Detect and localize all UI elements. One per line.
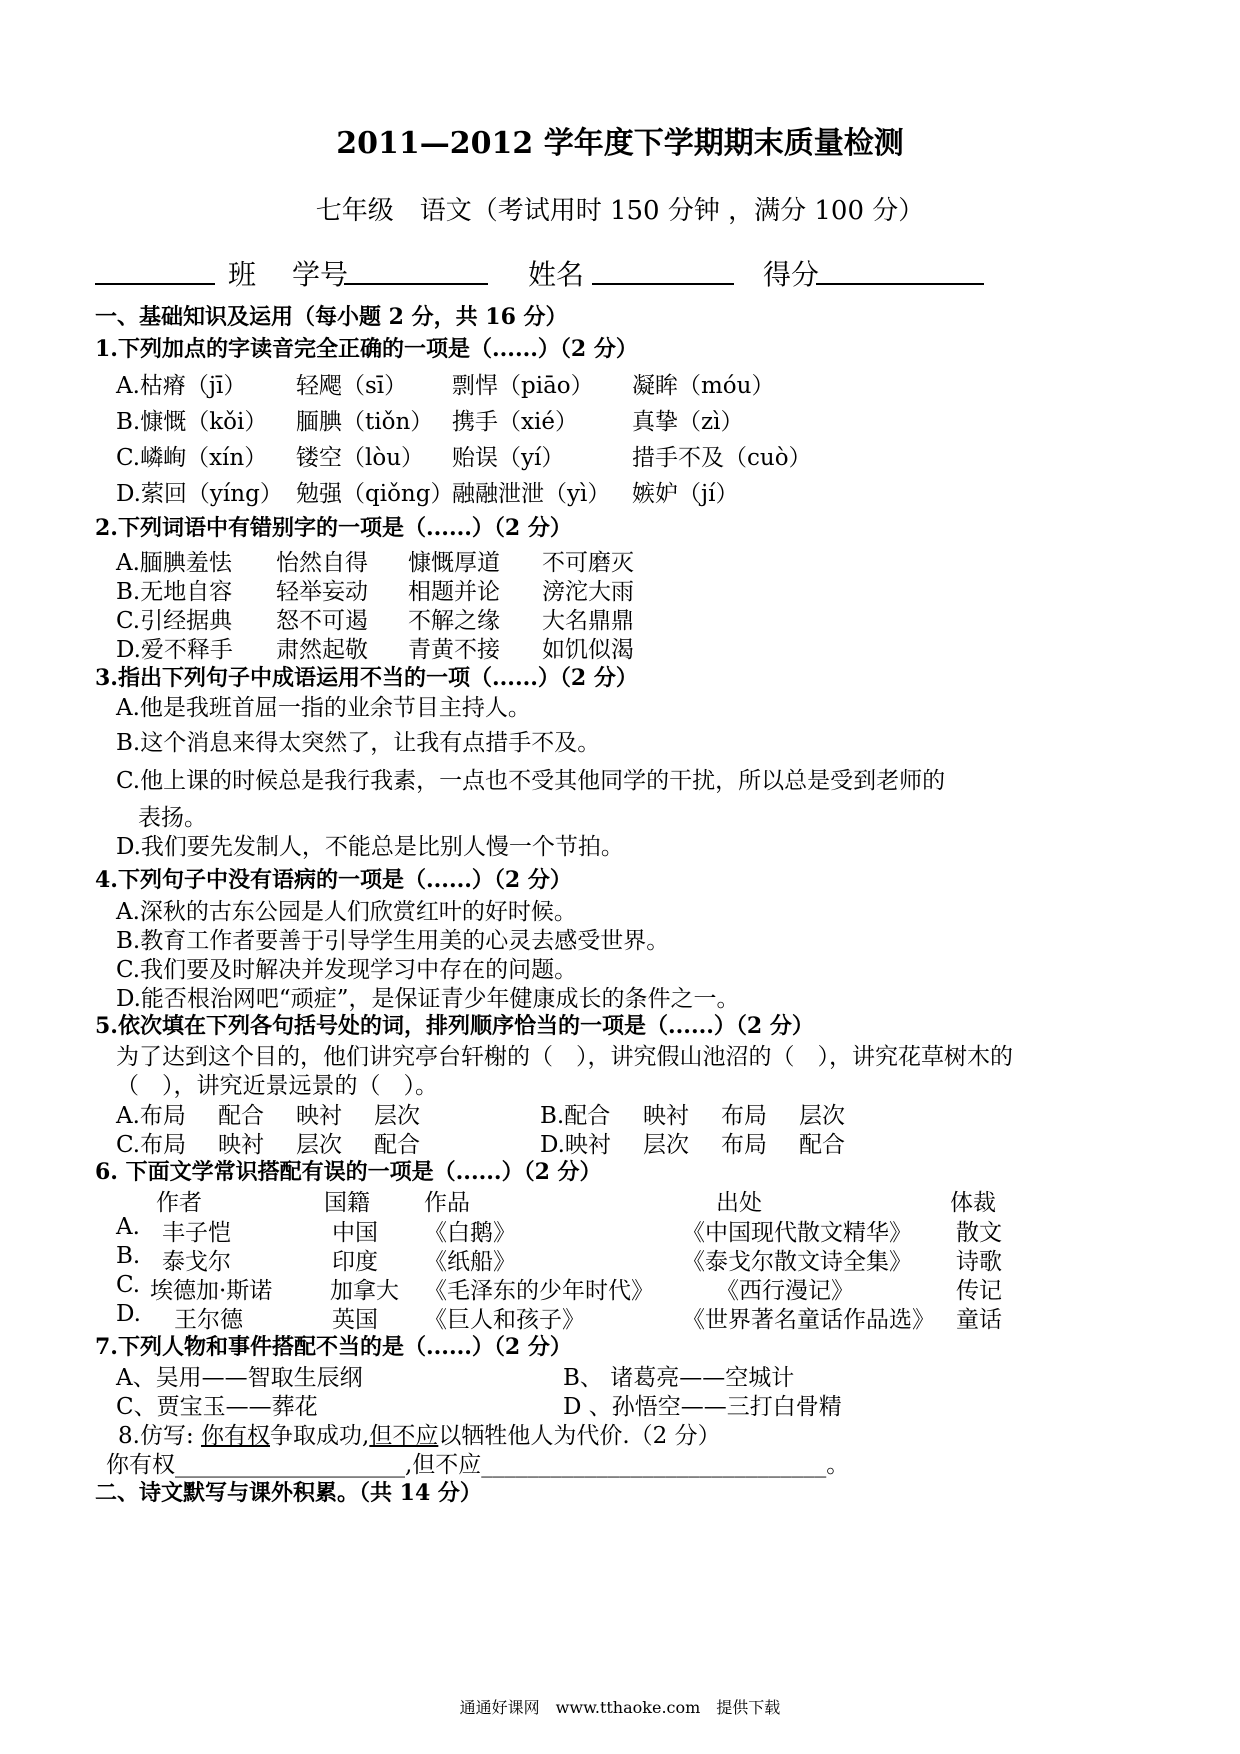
q3-option-c-cont: 表扬。 xyxy=(138,805,207,831)
q7-option-c: C、贾宝玉——葬花 xyxy=(116,1394,318,1420)
q6-row-d-author: 王尔德 xyxy=(174,1307,243,1333)
q1-d-2: 勉强（qiǒng） xyxy=(296,481,454,507)
q1-a-2: 轻飔（sī） xyxy=(296,373,408,399)
q1-c-4: 措手不及（cuò） xyxy=(632,445,812,471)
q6-header-work: 作品 xyxy=(424,1190,470,1216)
q5-stem: 5.依次填在下列各句括号处的词，排列顺序恰当的一项是（......）（2 分） xyxy=(95,1013,814,1039)
q5-sentence-1: 为了达到这个目的，他们讲究亭台轩榭的（ ），讲究假山池沼的（ ），讲究花草树木的 xyxy=(116,1044,1013,1070)
q6-header-nationality: 国籍 xyxy=(324,1190,370,1216)
student-id-label: 学号 xyxy=(292,258,349,291)
q7-option-d: D 、孙悟空——三打白骨精 xyxy=(563,1394,842,1420)
q6-row-d-work: 《巨人和孩子》 xyxy=(424,1307,585,1333)
q4-option-d: D.能否根治网吧“顽症”，是保证青少年健康成长的条件之一。 xyxy=(116,986,740,1012)
q4-option-b: B.教育工作者要善于引导学生用美的心灵去感受世界。 xyxy=(116,928,670,954)
q5-c-1: C.布局 xyxy=(116,1132,187,1158)
name-blank[interactable] xyxy=(592,283,734,285)
q3-option-a: A.他是我班首屈一指的业余节目主持人。 xyxy=(116,695,531,721)
q1-stem: 1.下列加点的字读音完全正确的一项是（......）（2 分） xyxy=(95,336,638,362)
class-blank[interactable] xyxy=(95,283,215,285)
q3-stem: 3.指出下列句子中成语运用不当的一项（......）（2 分） xyxy=(95,665,638,691)
q5-b-3: 布局 xyxy=(721,1103,767,1129)
q1-d-4: 嫉妒（jí） xyxy=(632,481,739,507)
q7-option-a: A、吴用——智取生辰纲 xyxy=(116,1365,363,1391)
q4-option-a: A.深秋的古东公园是人们欣赏红叶的好时候。 xyxy=(116,899,577,925)
q6-row-d-genre: 童话 xyxy=(956,1307,1002,1333)
q6-row-b-genre: 诗歌 xyxy=(956,1249,1002,1275)
q2-b-1: B.无地自容 xyxy=(116,579,233,605)
score-label: 得分 xyxy=(763,258,820,291)
q4-option-c: C.我们要及时解决并发现学习中存在的问题。 xyxy=(116,957,578,983)
q2-stem: 2.下列词语中有错别字的一项是（......）（2 分） xyxy=(95,515,572,541)
q1-b-1: B.慷慨（kǒi） xyxy=(116,409,268,435)
class-label: 班 xyxy=(228,258,257,291)
q1-c-1: C.嶙峋（xín） xyxy=(116,445,268,471)
q6-row-d-nationality: 英国 xyxy=(332,1307,378,1333)
q6-row-a-genre: 散文 xyxy=(956,1220,1002,1246)
q5-d-2: 层次 xyxy=(643,1132,689,1158)
q2-c-4: 大名鼎鼎 xyxy=(542,608,634,634)
q5-b-2: 映衬 xyxy=(643,1103,689,1129)
q5-sentence-2: （ ），讲究近景远景的（ ）。 xyxy=(116,1073,438,1099)
q6-row-a-source: 《中国现代散文精华》 xyxy=(682,1220,912,1246)
q6-row-b-source: 《泰戈尔散文诗全集》 xyxy=(682,1249,912,1275)
q8-underlined-1: 你有权 xyxy=(201,1423,271,1449)
q5-a-3: 映衬 xyxy=(296,1103,342,1129)
q5-c-4: 配合 xyxy=(374,1132,420,1158)
q1-c-2: 镂空（lòu） xyxy=(296,445,425,471)
q3-option-b: B.这个消息来得太突然了，让我有点措手不及。 xyxy=(116,730,601,756)
q2-a-4: 不可磨灭 xyxy=(542,550,634,576)
q5-d-4: 配合 xyxy=(799,1132,845,1158)
q6-header-genre: 体裁 xyxy=(950,1190,996,1216)
q1-a-4: 凝眸（móu） xyxy=(632,373,775,399)
q2-c-3: 不解之缘 xyxy=(408,608,500,634)
q2-d-3: 青黄不接 xyxy=(408,637,500,663)
q7-option-b: B、 诸葛亮——空城计 xyxy=(563,1365,795,1391)
q6-header-author: 作者 xyxy=(156,1190,202,1216)
q7-stem: 7.下列人物和事件搭配不当的是（......）（2 分） xyxy=(95,1334,572,1360)
section-1-title: 一、基础知识及运用（每小题 2 分，共 16 分） xyxy=(95,304,568,330)
q6-row-a-author: 丰子恺 xyxy=(162,1220,231,1246)
q8-suffix: 以牺牲他人为代价.（2 分） xyxy=(438,1423,721,1449)
q1-d-3: 融融泄泄（yì） xyxy=(452,481,611,507)
q5-a-1: A.布局 xyxy=(116,1103,186,1129)
score-blank[interactable] xyxy=(816,283,984,285)
q2-a-3: 慷慨厚道 xyxy=(408,550,500,576)
q6-stem: 6. 下面文学常识搭配有误的一项是（......）（2 分） xyxy=(95,1159,602,1185)
q1-b-3: 携手（xié） xyxy=(452,409,578,435)
q2-a-2: 怡然自得 xyxy=(276,550,368,576)
q2-b-4: 滂沱大雨 xyxy=(542,579,634,605)
q1-a-1: A.枯瘠（jī） xyxy=(116,373,247,399)
q3-option-d: D.我们要先发制人，不能总是比别人慢一个节拍。 xyxy=(116,834,624,860)
q6-row-b-nationality: 印度 xyxy=(332,1249,378,1275)
q2-b-2: 轻举妄动 xyxy=(276,579,368,605)
q5-d-3: 布局 xyxy=(721,1132,767,1158)
q2-d-2: 肃然起敬 xyxy=(276,637,368,663)
q8-mid: 争取成功, xyxy=(270,1423,370,1449)
q1-d-1: D.萦回（yíng） xyxy=(116,481,283,507)
q6-row-a-nationality: 中国 xyxy=(332,1220,378,1246)
q6-row-d-source: 《世界著名童话作品选》 xyxy=(682,1307,935,1333)
q6-row-b-letter: B. xyxy=(116,1243,141,1269)
q2-c-1: C.引经据典 xyxy=(116,608,233,634)
q5-a-4: 层次 xyxy=(374,1103,420,1129)
q6-row-c-author: 埃德加·斯诺 xyxy=(150,1278,273,1304)
name-label: 姓名 xyxy=(528,258,585,291)
q2-d-4: 如饥似渴 xyxy=(542,637,634,663)
section-2-title: 二、诗文默写与课外积累。（共 14 分） xyxy=(95,1480,482,1506)
q6-row-d-letter: D. xyxy=(116,1301,141,1327)
q4-stem: 4.下列句子中没有语病的一项是（......）（2 分） xyxy=(95,867,572,893)
q5-c-3: 层次 xyxy=(296,1132,342,1158)
student-id-blank[interactable] xyxy=(344,283,488,285)
q5-b-4: 层次 xyxy=(799,1103,845,1129)
q8-underlined-2: 但不应 xyxy=(369,1423,439,1449)
q6-row-b-work: 《纸船》 xyxy=(424,1249,516,1275)
q8-prefix: 8.仿写: xyxy=(118,1423,202,1449)
q2-d-1: D.爱不释手 xyxy=(116,637,233,663)
q6-row-c-letter: C. xyxy=(116,1272,141,1298)
q5-c-2: 映衬 xyxy=(218,1132,264,1158)
q6-row-c-work: 《毛泽东的少年时代》 xyxy=(424,1278,654,1304)
exam-subtitle: 七年级 语文（考试用时 150 分钟 ，满分 100 分） xyxy=(315,196,925,226)
q2-a-1: A.腼腆羞怯 xyxy=(116,550,232,576)
footer-credit: 通通好课网 www.tthaoke.com 提供下载 xyxy=(459,1698,781,1717)
q1-b-4: 真挚（zì） xyxy=(632,409,744,435)
q1-b-2: 腼腆（tiǒn） xyxy=(296,409,434,435)
q8-answer-line[interactable]: 你有权____________________,但不应______________________________。 xyxy=(106,1452,850,1478)
q1-c-3: 贻误（yí） xyxy=(452,445,565,471)
exam-title: 2011—2012 学年度下学期期末质量检测 xyxy=(336,126,904,161)
q5-a-2: 配合 xyxy=(218,1103,264,1129)
q6-row-a-work: 《白鹅》 xyxy=(424,1220,516,1246)
q1-a-3: 剽悍（piāo） xyxy=(452,373,594,399)
q3-option-c: C.他上课的时候总是我行我素，一点也不受其他同学的干扰，所以总是受到老师的 xyxy=(116,768,946,794)
q2-b-3: 相题并论 xyxy=(408,579,500,605)
q5-b-1: B.配合 xyxy=(540,1103,611,1129)
q6-row-c-genre: 传记 xyxy=(956,1278,1002,1304)
q6-row-b-author: 泰戈尔 xyxy=(162,1249,231,1275)
q6-row-c-nationality: 加拿大 xyxy=(330,1278,399,1304)
q5-d-1: D.映衬 xyxy=(540,1132,611,1158)
q2-c-2: 怒不可遏 xyxy=(276,608,368,634)
q6-header-source: 出处 xyxy=(716,1190,762,1216)
q6-row-a-letter: A. xyxy=(116,1214,140,1240)
q6-row-c-source: 《西行漫记》 xyxy=(716,1278,854,1304)
